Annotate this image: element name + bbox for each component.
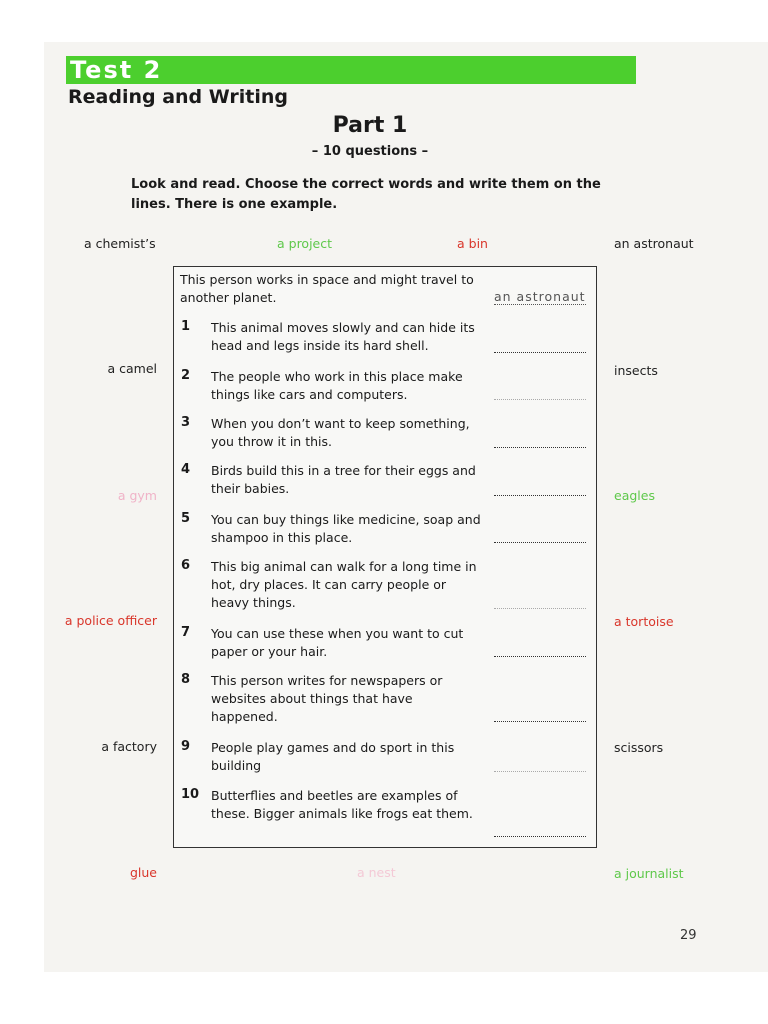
answer-line[interactable] [494, 836, 586, 837]
answer-line[interactable] [494, 542, 586, 543]
question-text: This animal moves slowly and can hide its head and legs inside its hard shell. [211, 320, 475, 353]
question-number: 1 [181, 319, 191, 334]
question-number: 7 [181, 625, 191, 640]
question-text: When you don’t want to keep something, you throw it in this. [211, 416, 470, 449]
word-option: a camel [107, 361, 157, 376]
answer-line[interactable] [494, 608, 586, 609]
question-text: This person writes for newspapers or websites about things that have happened. [211, 673, 443, 724]
question-text: Butterflies and beetles are examples of these. Bigger animals like frogs eat them. [211, 788, 473, 821]
questions-count [0, 144, 768, 159]
page-number: 29 [680, 928, 697, 943]
answer-line[interactable] [494, 495, 586, 496]
word-option: a factory [101, 739, 157, 754]
question-text: People play games and do sport in this building [211, 740, 455, 773]
question-text: Birds build this in a tree for their eggs and their babies. [211, 463, 476, 496]
example-text: This person works in space and might travel to another planet. [180, 272, 474, 305]
word-option: a gym [117, 488, 157, 503]
word-option: a journalist [614, 866, 684, 881]
question-text: You can buy things like medicine, soap and shampoo in this place. [211, 512, 481, 545]
answer-line[interactable] [494, 721, 586, 722]
questions-count-text: – 10 questions – [311, 144, 429, 159]
question-number: 5 [181, 511, 191, 526]
answer-line[interactable] [494, 352, 586, 353]
word-option: a chemist’s [84, 236, 156, 251]
test-label: Test 2 [70, 56, 163, 84]
part-title [0, 113, 768, 138]
word-option: a nest [357, 865, 396, 880]
part-title-text: Part 1 [332, 113, 408, 138]
word-option: glue [129, 865, 157, 880]
question-text: The people who work in this place make things like cars and computers. [211, 369, 463, 402]
question-number: 4 [181, 462, 191, 477]
question-number: 3 [181, 415, 191, 430]
word-option: a tortoise [614, 614, 674, 629]
instruction-text: Look and read. Choose the correct words and write them on the lines. There is one example. [131, 177, 601, 212]
example-answer: an astronaut [494, 289, 586, 304]
word-option: eagles [614, 488, 655, 503]
word-option: a police officer [64, 613, 157, 628]
word-option: a bin [457, 236, 488, 251]
answer-line[interactable] [494, 447, 586, 448]
answer-line[interactable] [494, 771, 586, 772]
question-number: 8 [181, 672, 191, 687]
question-text: You can use these when you want to cut paper or your hair. [211, 626, 464, 659]
answer-line[interactable] [494, 399, 586, 400]
answer-line[interactable] [494, 656, 586, 657]
question-number: 2 [181, 368, 191, 383]
word-option: a project [277, 236, 333, 251]
section-title: Reading and Writing [68, 86, 288, 108]
word-option: an astronaut [614, 236, 694, 251]
question-number: 9 [181, 739, 191, 754]
question-number: 6 [181, 558, 191, 573]
word-option: scissors [614, 740, 664, 755]
question-number: 10 [181, 787, 200, 802]
question-text: This big animal can walk for a long time in hot, dry places. It can carry people or heavy things. [211, 559, 477, 610]
word-option: insects [614, 363, 658, 378]
